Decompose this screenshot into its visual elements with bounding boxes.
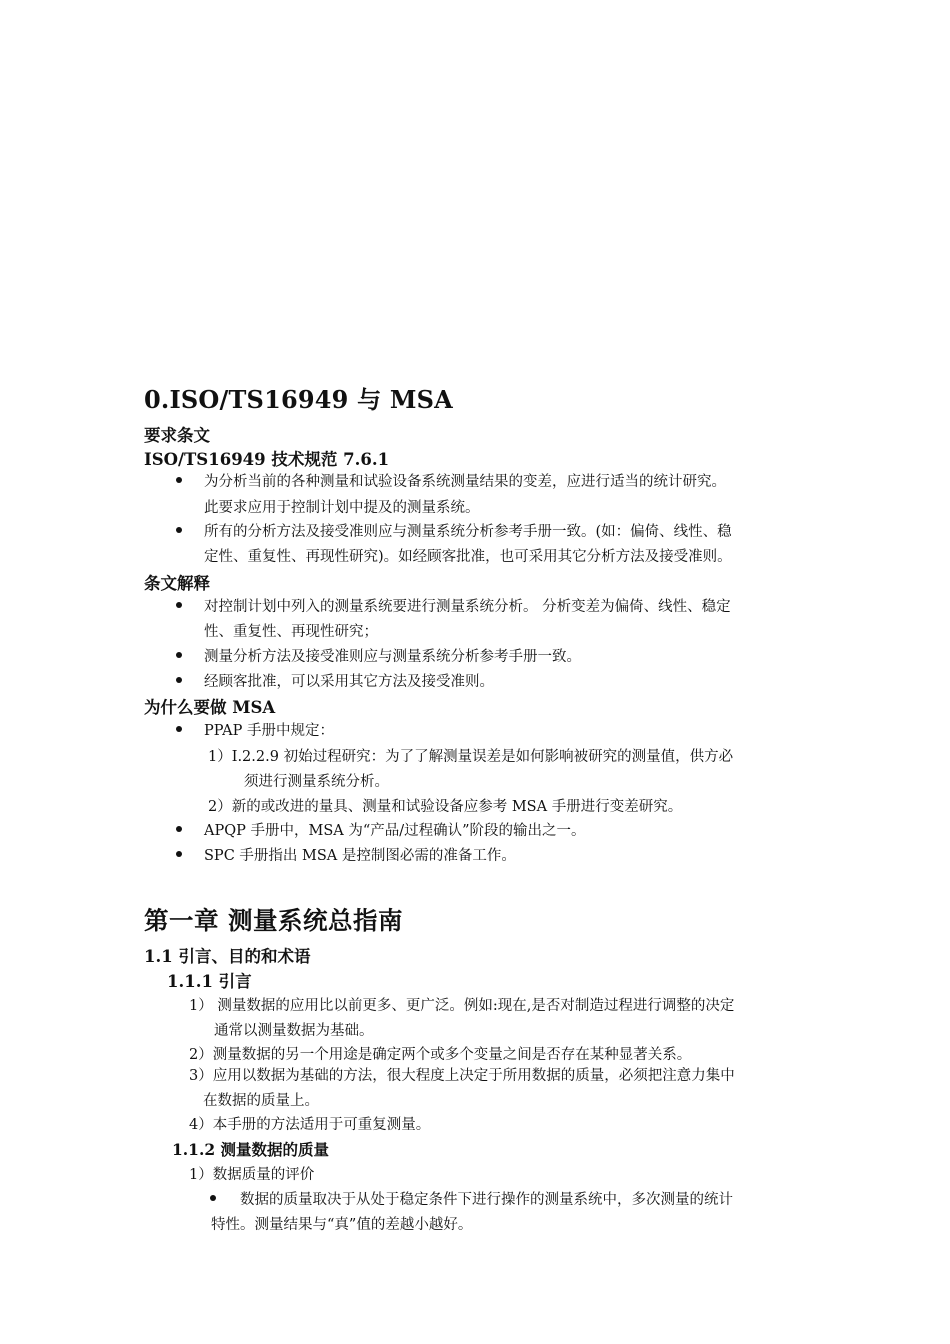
bullet-icon — [176, 826, 182, 832]
explanation-bullet-2: 测量分析方法及接受准则应与测量系统分析参考手册一致。 — [204, 649, 581, 665]
requirement-subheading: ISO/TS16949 技术规范 7.6.1 — [144, 450, 390, 469]
ppap-item-2: 2）新的或改进的量具、测量和试验设备应参考 MSA 手册进行变差研究。 — [208, 799, 683, 815]
chapter-title: 第一章 测量系统总指南 — [144, 906, 404, 935]
why-bullet-ppap: PPAP 手册中规定： — [204, 723, 335, 739]
intro-item-3-line-1: 3）应用以数据为基础的方法，很大程度上决定于所用数据的质量，必须把注意力集中 — [189, 1068, 735, 1084]
requirement-bullet-1-line-1: 为分析当前的各种测量和试验设备系统测量结果的变差，应进行适当的统计研究。 — [204, 474, 726, 490]
intro-item-1-line-2: 通常以测量数据为基础。 — [214, 1023, 374, 1039]
requirement-bullet-2-line-1: 所有的分析方法及接受准则应与测量系统分析参考手册一致。(如：偏倚、线性、稳 — [204, 524, 732, 540]
bullet-icon — [176, 602, 182, 608]
explanation-heading: 条文解释 — [144, 574, 210, 593]
quality-item-1: 1）数据质量的评价 — [189, 1167, 315, 1183]
bullet-icon — [176, 652, 182, 658]
requirement-bullet-1-line-2: 此要求应用于控制计划中提及的测量系统。 — [204, 500, 480, 516]
why-bullet-apqp: APQP 手册中，MSA 为“产品/过程确认”阶段的输出之一。 — [204, 823, 586, 839]
why-bullet-spc: SPC 手册指出 MSA 是控制图必需的准备工作。 — [204, 848, 516, 864]
ppap-item-1-line-2: 须进行测量系统分析。 — [244, 774, 389, 790]
explanation-bullet-1-line-2: 性、重复性、再现性研究； — [204, 624, 378, 640]
explanation-bullet-3: 经顾客批准，可以采用其它方法及接受准则。 — [204, 674, 494, 690]
section-1-1-1-heading: 1.1.1 引言 — [167, 972, 252, 991]
intro-item-3-line-2: 在数据的质量上。 — [203, 1093, 319, 1109]
ppap-item-1-line-1: 1）I.2.2.9 初始过程研究：为了了解测量误差是如何影响被研究的测量值，供方必 — [208, 749, 734, 765]
explanation-bullet-1-line-1: 对控制计划中列入的测量系统要进行测量系统分析。 分析变差为偏倚、线性、稳定 — [204, 599, 731, 615]
bullet-icon — [210, 1195, 216, 1201]
intro-item-1-line-1: 1） 测量数据的应用比以前更多、更广泛。例如:现在,是否对制造过程进行调整的决定 — [189, 998, 735, 1014]
bullet-icon — [176, 477, 182, 483]
bullet-icon — [176, 851, 182, 857]
requirement-bullet-2-line-2: 定性、重复性、再现性研究)。如经顾客批准，也可采用其它分析方法及接受准则。 — [204, 549, 732, 565]
section-1-1-2-heading: 1.1.2 测量数据的质量 — [172, 1140, 330, 1159]
quality-bullet-line-1: 数据的质量取决于从处于稳定条件下进行操作的测量系统中，多次测量的统计 — [240, 1192, 733, 1208]
bullet-icon — [176, 726, 182, 732]
section-1-1-heading: 1.1 引言、目的和术语 — [144, 947, 311, 966]
section-title: 0.ISO/TS16949 与 MSA — [144, 385, 454, 414]
bullet-icon — [176, 677, 182, 683]
bullet-icon — [176, 527, 182, 533]
why-msa-heading: 为什么要做 MSA — [144, 698, 276, 717]
requirement-heading: 要求条文 — [144, 426, 210, 445]
intro-item-4: 4）本手册的方法适用于可重复测量。 — [189, 1117, 431, 1133]
intro-item-2: 2）测量数据的另一个用途是确定两个或多个变量之间是否存在某种显著关系。 — [189, 1047, 692, 1063]
quality-bullet-line-2: 特性。测量结果与“真”值的差越小越好。 — [211, 1217, 473, 1233]
